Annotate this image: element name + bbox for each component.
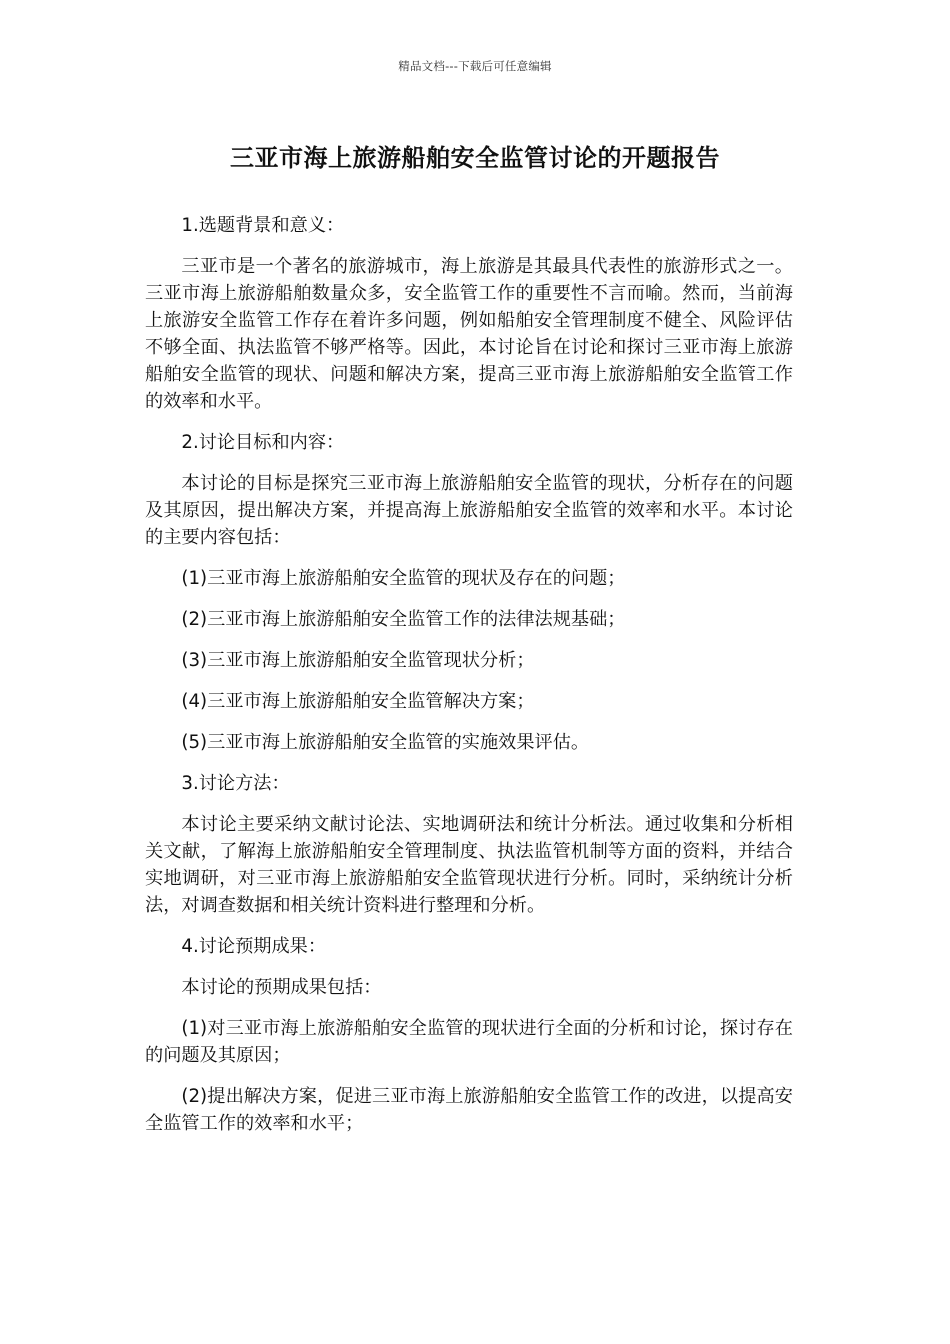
section-2-heading: 2.讨论目标和内容： <box>181 432 345 453</box>
document-title: 三亚市海上旅游船舶安全监管讨论的开题报告 <box>230 144 720 172</box>
section-1-paragraph: 三亚市是一个著名的旅游城市，海上旅游是其最具代表性的旅游形式之一。三亚市海上旅游船舶数量众多，安全监管工作的重要性不言而喻。然而，当前海上旅游安全监管工作存在着许多问题，例如船舶安全管理制度不健全、风险评估不够全面、执法监管不够严格等。因此，本讨论旨在讨论和探讨三亚市海上旅游船舶安全监管的现状、问题和解决方案，提高三亚市海上旅游船舶安全监管工作的效率和水平。 <box>145 256 793 412</box>
section-4-heading: 4.讨论预期成果： <box>181 936 327 957</box>
section-4-list-item: (1)对三亚市海上旅游船舶安全监管的现状进行全面的分析和讨论，探讨存在的问题及其原因； <box>145 1018 793 1066</box>
section-3-paragraph: 本讨论主要采纳文献讨论法、实地调研法和统计分析法。通过收集和分析相关文献，了解海上旅游船舶安全管理制度、执法监管机制等方面的资料，并结合实地调研，对三亚市海上旅游船舶安全监管现状进行分析。同时，采纳统计分析法，对调查数据和相关统计资料进行整理和分析。 <box>145 814 793 916</box>
header-note: 精品文档---下载后可任意编辑 <box>398 59 552 73</box>
document-body <box>145 212 793 1151</box>
section-4-paragraph: 本讨论的预期成果包括： <box>181 977 382 998</box>
section-2-list-item: (1)三亚市海上旅游船舶安全监管的现状及存在的问题； <box>181 568 626 589</box>
section-4-list-item: (2)提出解决方案，促进三亚市海上旅游船舶安全监管工作的改进，以提高安全监管工作的效率和水平； <box>145 1086 793 1134</box>
section-2-list-item: (2)三亚市海上旅游船舶安全监管工作的法律法规基础； <box>181 609 626 630</box>
section-3-heading: 3.讨论方法： <box>181 773 290 794</box>
section-2-paragraph: 本讨论的目标是探究三亚市海上旅游船舶安全监管的现状，分析存在的问题及其原因，提出解决方案，并提高海上旅游船舶安全监管的效率和水平。本讨论的主要内容包括： <box>145 473 793 548</box>
section-2-list-item: (3)三亚市海上旅游船舶安全监管现状分析； <box>181 650 535 671</box>
section-1-heading: 1.选题背景和意义： <box>181 215 345 236</box>
section-2-list-item: (5)三亚市海上旅游船舶安全监管的实施效果评估。 <box>181 732 590 753</box>
section-2-list-item: (4)三亚市海上旅游船舶安全监管解决方案； <box>181 691 535 712</box>
